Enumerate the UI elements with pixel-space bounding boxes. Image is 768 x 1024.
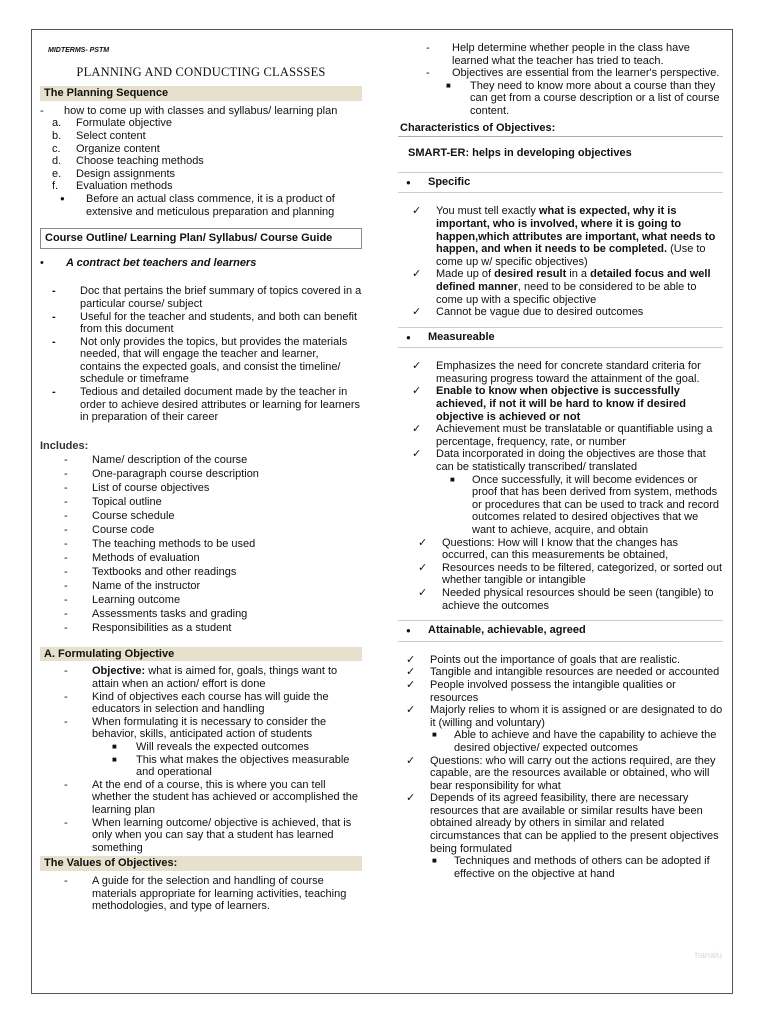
formulating-list: [40, 665, 362, 854]
planning-sequence-heading: The Planning Sequence: [40, 86, 362, 101]
check-icon: ✓: [418, 536, 428, 549]
values-heading: The Values of Objectives:: [40, 856, 362, 871]
measureable-list: [398, 360, 723, 612]
list-item: c. Organize content: [52, 142, 160, 155]
bullet-marker: •: [40, 256, 44, 269]
characteristics-heading: Characteristics of Objectives:: [398, 120, 723, 138]
bullet-marker: ●: [60, 193, 65, 203]
check-icon: ✓: [406, 678, 416, 691]
specific-heading: ● Specific: [398, 172, 723, 194]
check-icon: ✓: [406, 792, 416, 805]
planning-intro: - how to come up with classes and syllabus/ learning plan: [40, 104, 338, 117]
dash-marker: -: [40, 104, 44, 117]
list-item: d. Choose teaching methods: [52, 155, 204, 168]
list-item: ■ Techniques and methods of others can be adopted if effective on the objective at hand: [432, 855, 710, 880]
list-item: - Not only provides the topics, but provides the materials needed, that will engage the teacher and learner, contains the expected goals, and consist the timeline/ schedule or timeframe: [52, 335, 348, 386]
check-icon: ✓: [418, 561, 428, 574]
watermark: hanaiu: [694, 950, 722, 961]
check-icon: ✓: [412, 205, 422, 218]
check-icon: ✓: [412, 268, 422, 281]
planning-bullet: ● Before an actual class commence, it is a product of extensive and meticulous preparation and planning: [60, 192, 335, 218]
smart-er-line: SMART-ER: helps in developing objectives: [408, 147, 632, 160]
list-item: - Tedious and detailed document made by the teacher in order to achieve desired attributes or learning for learners in preparation of their career: [52, 386, 361, 424]
right-column: [398, 42, 723, 880]
includes-heading: Includes:: [40, 439, 89, 452]
list-item: - Assessments tasks and grading: [64, 608, 248, 621]
list-item: - One-paragraph course description: [64, 468, 259, 481]
list-item: - Useful for the teacher and students, and both can benefit from this document: [52, 310, 358, 336]
list-item: - When learning outcome/ objective is achieved, that is only when you can say that a student has learned something: [64, 816, 352, 854]
list-item: ✓ Questions: How will I know that the changes has occurred, can this measurements be obtained,: [418, 536, 679, 562]
check-icon: ✓: [412, 306, 422, 319]
list-item: f. Evaluation methods: [52, 180, 173, 193]
list-item: - Name/ description of the course: [64, 454, 248, 467]
list-item: - At the end of a course, this is where you can tell whether the student has achieved or accomplished the learning plan: [64, 778, 358, 816]
check-icon: ✓: [406, 754, 416, 767]
list-item: ✓ Resources needs to be filtered, categorized, or sorted out whether tangible or intangible: [418, 561, 723, 587]
list-item: ■ Will reveals the expected outcomes: [112, 741, 310, 753]
list-item: - List of course objectives: [64, 482, 210, 495]
list-item: ■ Able to achieve and have the capability to achieve the desired objective/ expected outcomes: [432, 729, 717, 754]
list-item: e. Design assignments: [52, 167, 176, 180]
outline-list: [40, 285, 362, 424]
includes-list: [40, 454, 362, 634]
list-item: ✓ Depends of its agreed feasibility, there are necessary resources that are available or similar results have been obtained already by others in similar and related circumstances that can be applied to the present objectives being formulated: [406, 792, 719, 855]
list-item: b. Select content: [52, 129, 146, 142]
list-item: - Help determine whether people in the class have learned what the teacher has tried to teach.: [426, 42, 690, 67]
check-icon: ✓: [412, 423, 422, 436]
attainable-heading: ● Attainable, achievable, agreed: [398, 620, 723, 642]
list-item: ✓ Data incorporated in doing the objectives are those that can be statistically transcribed/ translated: [412, 448, 706, 474]
list-item: ■ Once successfully, it will become evidences or proof that has been derived from system, methods or procedures that can be used to track and record outcomes related to desired objectives that we want to achieve, acquire, and obtain: [450, 473, 720, 536]
check-icon: ✓: [412, 360, 422, 373]
list-item: - Learning outcome: [64, 594, 181, 607]
values-list-left: [40, 875, 362, 913]
list-item: ■ They need to know more about a course than they can get from a course description or a list of course content.: [446, 79, 720, 117]
list-item: - Topical outline: [64, 496, 162, 509]
list-item: - A guide for the selection and handling of course materials appropriate for learning activities, teaching methodologies, and type of learners.: [64, 874, 347, 913]
list-item: - Methods of evaluation: [64, 552, 200, 565]
specific-list: [398, 205, 723, 318]
check-icon: ✓: [406, 666, 416, 679]
attainable-list: [398, 654, 723, 881]
list-item: - The teaching methods to be used: [64, 538, 256, 551]
list-item: - Kind of objectives each course has will guide the educators in selection and handling: [64, 690, 329, 716]
formulating-sublist: [64, 741, 362, 779]
course-outline-heading: Course Outline/ Learning Plan/ Syllabus/ Course Guide: [40, 228, 362, 249]
list-item: ✓ Made up of desired result in a detailed focus and well defined manner, need to be considered to be able to come up with a specific objective: [412, 268, 711, 306]
list-item: ✓ Points out the importance of goals that are realistic.: [406, 653, 681, 666]
list-item: - Textbooks and other readings: [64, 566, 237, 579]
list-item: - Objective: what is aimed for, goals, things want to attain when an action/ effort is done: [64, 665, 338, 691]
check-icon: ✓: [412, 448, 422, 461]
check-icon: ✓: [406, 653, 416, 666]
list-item: ✓ Questions: who will carry out the actions required, are they capable, are the resources available or obtained, who will bear responsibility for what: [406, 754, 716, 792]
list-item: - Course code: [64, 524, 155, 537]
list-item: - Objectives are essential from the learner's perspective.: [426, 67, 720, 80]
bullet-marker: ●: [406, 626, 411, 636]
list-item: - Responsibilities as a student: [64, 622, 232, 635]
list-item: ✓ Needed physical resources should be seen (tangible) to achieve the outcomes: [418, 586, 714, 612]
list-item: ■ This what makes the objectives measurable and operational: [112, 753, 350, 779]
planning-steps: [40, 117, 362, 193]
list-item: a. Formulate objective: [52, 117, 172, 130]
measureable-heading: ● Measureable: [398, 327, 723, 349]
list-item: - Course schedule: [64, 510, 175, 523]
check-icon: ✓: [412, 385, 422, 398]
list-item: ✓ You must tell exactly what is expected, why it is important, who is involved, where it is going to happen,which attributes are important, what needs to happen, and when it needs to be completed. (Use to come up w/ specific objectives): [412, 205, 716, 268]
list-item: ✓ Achievement must be translatable or quantifiable using a percentage, frequency, rate, or number: [412, 423, 713, 448]
list-item: - Doc that pertains the brief summary of topics covered in a particular course/ subject: [52, 285, 362, 310]
document-title: PLANNING AND CONDUCTING CLASSSES: [76, 64, 326, 79]
bullet-marker: ●: [406, 177, 411, 187]
list-item: ✓ Majorly relies to whom it is assigned or are designated to do it (willing and voluntary): [406, 704, 723, 729]
page-header: MIDTERMS- PSTM: [48, 47, 110, 54]
check-icon: ✓: [406, 704, 416, 717]
check-icon: ✓: [418, 586, 428, 599]
formulating-objective-heading: A. Formulating Objective: [40, 647, 362, 662]
list-item: ✓ Tangible and intangible resources are needed or accounted: [406, 666, 720, 679]
list-item: ✓ Cannot be vague due to desired outcomes: [412, 306, 644, 319]
list-item: ✓ Emphasizes the need for concrete standard criteria for measuring progress toward the attainment of the goal.: [412, 360, 701, 385]
list-item: ✓ People involved possess the intangible qualities or resources: [406, 678, 676, 704]
values-list-right: [398, 42, 723, 118]
list-item: - Name of the instructor: [64, 580, 201, 593]
list-item: - When formulating it is necessary to consider the behavior, skills, anticipated action of students: [64, 715, 327, 741]
contract-line: • A contract bet teachers and learners: [40, 256, 257, 269]
list-item: ✓ Enable to know when objective is successfully achieved, if not it will be hard to know if desired objective is achieved or not: [412, 385, 686, 423]
left-column: [40, 45, 362, 913]
bullet-marker: ●: [406, 332, 411, 342]
